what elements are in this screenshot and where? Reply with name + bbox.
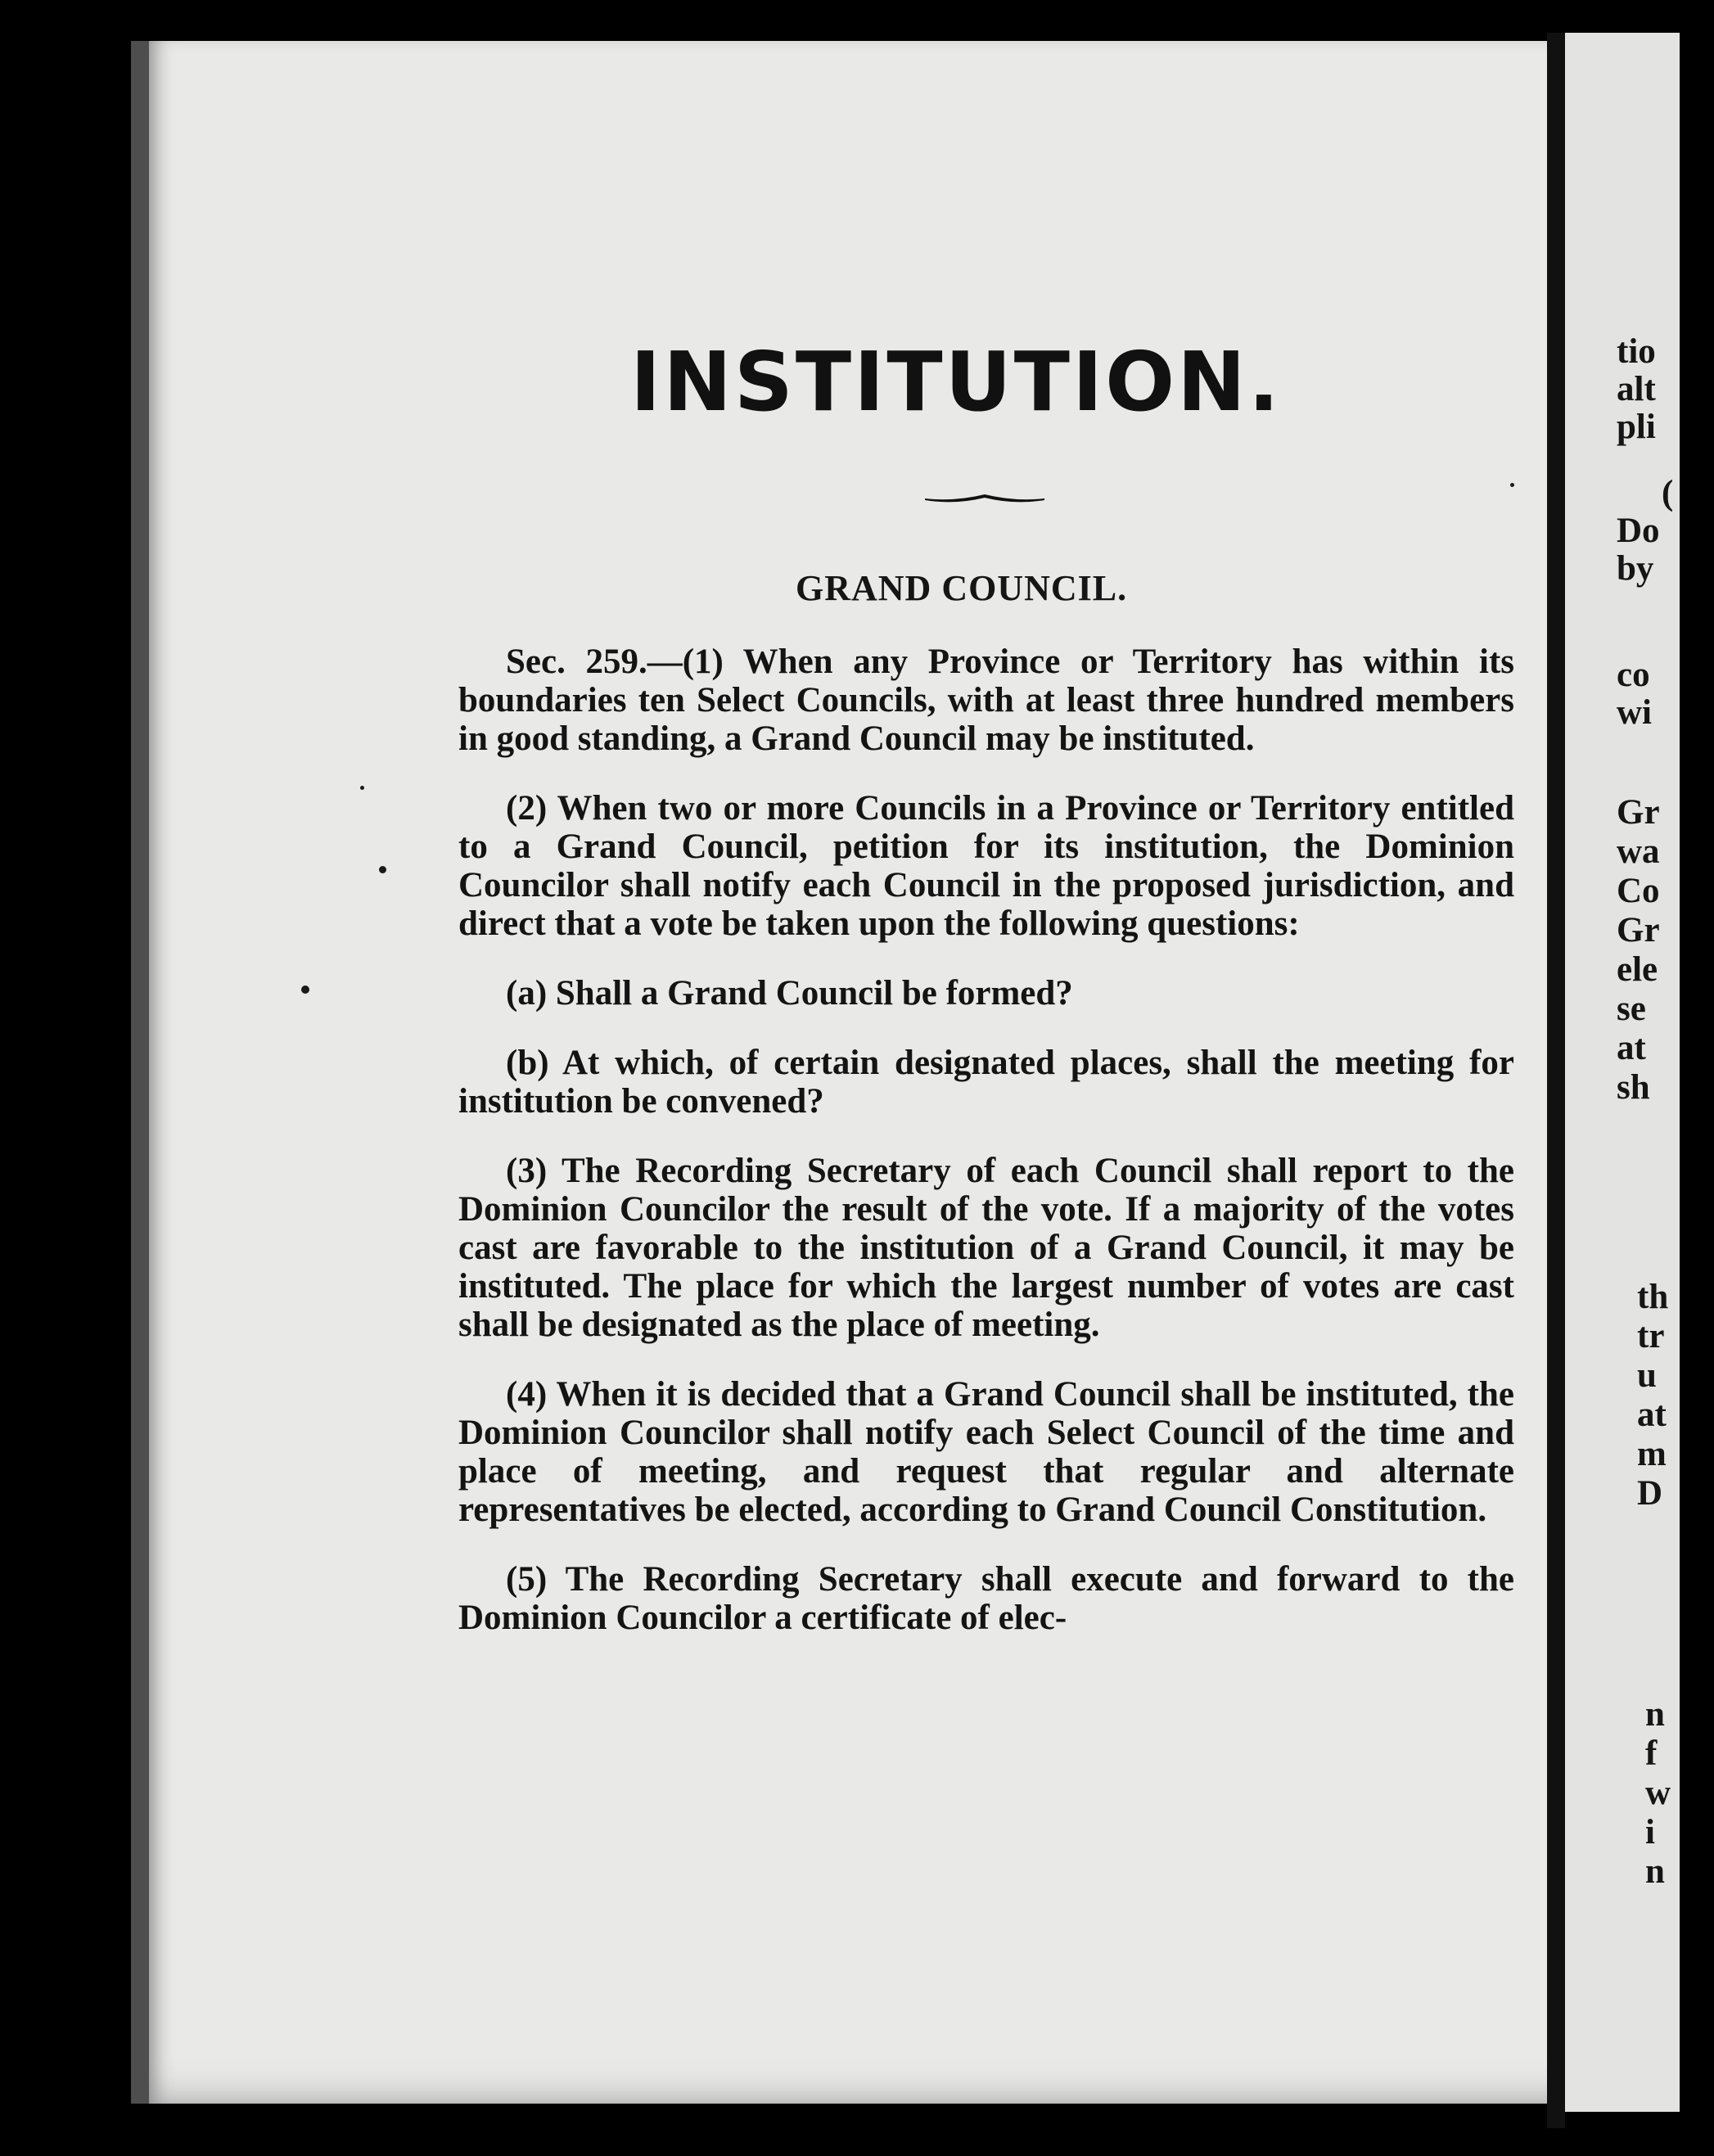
facing-fragment: m xyxy=(1637,1435,1667,1473)
facing-fragment: Gr xyxy=(1617,793,1660,832)
ink-speck xyxy=(301,986,309,994)
facing-fragment: co xyxy=(1617,656,1650,694)
facing-fragment: tio xyxy=(1617,332,1656,371)
facing-fragment: Do xyxy=(1617,512,1660,550)
facing-fragment: th xyxy=(1637,1278,1669,1316)
question-a: (a) Shall a Grand Council be formed? xyxy=(506,974,1073,1013)
ornamental-rule xyxy=(925,491,1044,506)
facing-fragment: Gr xyxy=(1617,911,1660,949)
facing-fragment: n xyxy=(1645,1852,1665,1891)
facing-fragment: at xyxy=(1617,1029,1646,1067)
facing-fragment: f xyxy=(1645,1734,1658,1773)
facing-fragment: pli xyxy=(1617,408,1656,446)
facing-fragment: tr xyxy=(1637,1317,1665,1355)
facing-fragment: alt xyxy=(1617,370,1656,408)
facing-fragment: ( xyxy=(1662,474,1674,512)
ink-speck xyxy=(360,786,364,790)
question-b: (b) At which, of certain designated places, shall the meeting for institution be convened? xyxy=(458,1044,1514,1121)
paragraph-2: (2) When two or more Councils in a Province or Territory entitled to a Grand Council, petition for its institution, the Dominion Councilor shall notify each Council in the proposed jurisdiction, and direct that a vote be taken upon the following questions: xyxy=(458,789,1514,943)
facing-fragment: Co xyxy=(1617,872,1660,910)
book-gutter xyxy=(1547,33,1565,2128)
paragraph-sec-259-1: Sec. 259.—(1) When any Province or Territory has within its boundaries ten Select Councils, with at least three hundred members in good standing, a Grand Council may be instituted. xyxy=(458,643,1514,758)
facing-fragment: n xyxy=(1645,1695,1665,1734)
paragraph-4: (4) When it is decided that a Grand Council shall be instituted, the Dominion Councilor shall notify each Select Council of the time and place of meeting, and request that regular and alternate representatives be elected, according to Grand Council Constitution. xyxy=(458,1375,1514,1529)
section-heading: GRAND COUNCIL. xyxy=(796,568,1128,608)
paragraph-3: (3) The Recording Secretary of each Council shall report to the Dominion Councilor the result of the vote. If a majority of the votes cast are favorable to the institution of a Grand Council, it may be instituted. The place for which the largest number of votes are cast shall be designated as the place of meeting. xyxy=(458,1152,1514,1344)
facing-fragment: u xyxy=(1637,1356,1657,1395)
facing-fragment: at xyxy=(1637,1396,1667,1434)
body-text xyxy=(458,643,1514,1668)
facing-fragment: ele xyxy=(1617,950,1658,989)
facing-fragment: sh xyxy=(1617,1068,1650,1107)
facing-fragment: wa xyxy=(1617,832,1660,871)
ink-speck xyxy=(379,866,386,873)
facing-fragment: se xyxy=(1617,990,1646,1028)
facing-fragment: wi xyxy=(1617,693,1652,732)
page-title: INSTITUTION. xyxy=(630,334,1282,430)
paragraph-5: (5) The Recording Secretary shall execute and forward to the Dominion Councilor a certificate of elec- xyxy=(458,1560,1514,1637)
facing-fragment: i xyxy=(1645,1813,1655,1852)
ink-speck xyxy=(1510,483,1514,487)
facing-fragment: by xyxy=(1617,549,1654,588)
facing-fragment: D xyxy=(1637,1474,1663,1513)
facing-fragment: w xyxy=(1645,1774,1671,1812)
